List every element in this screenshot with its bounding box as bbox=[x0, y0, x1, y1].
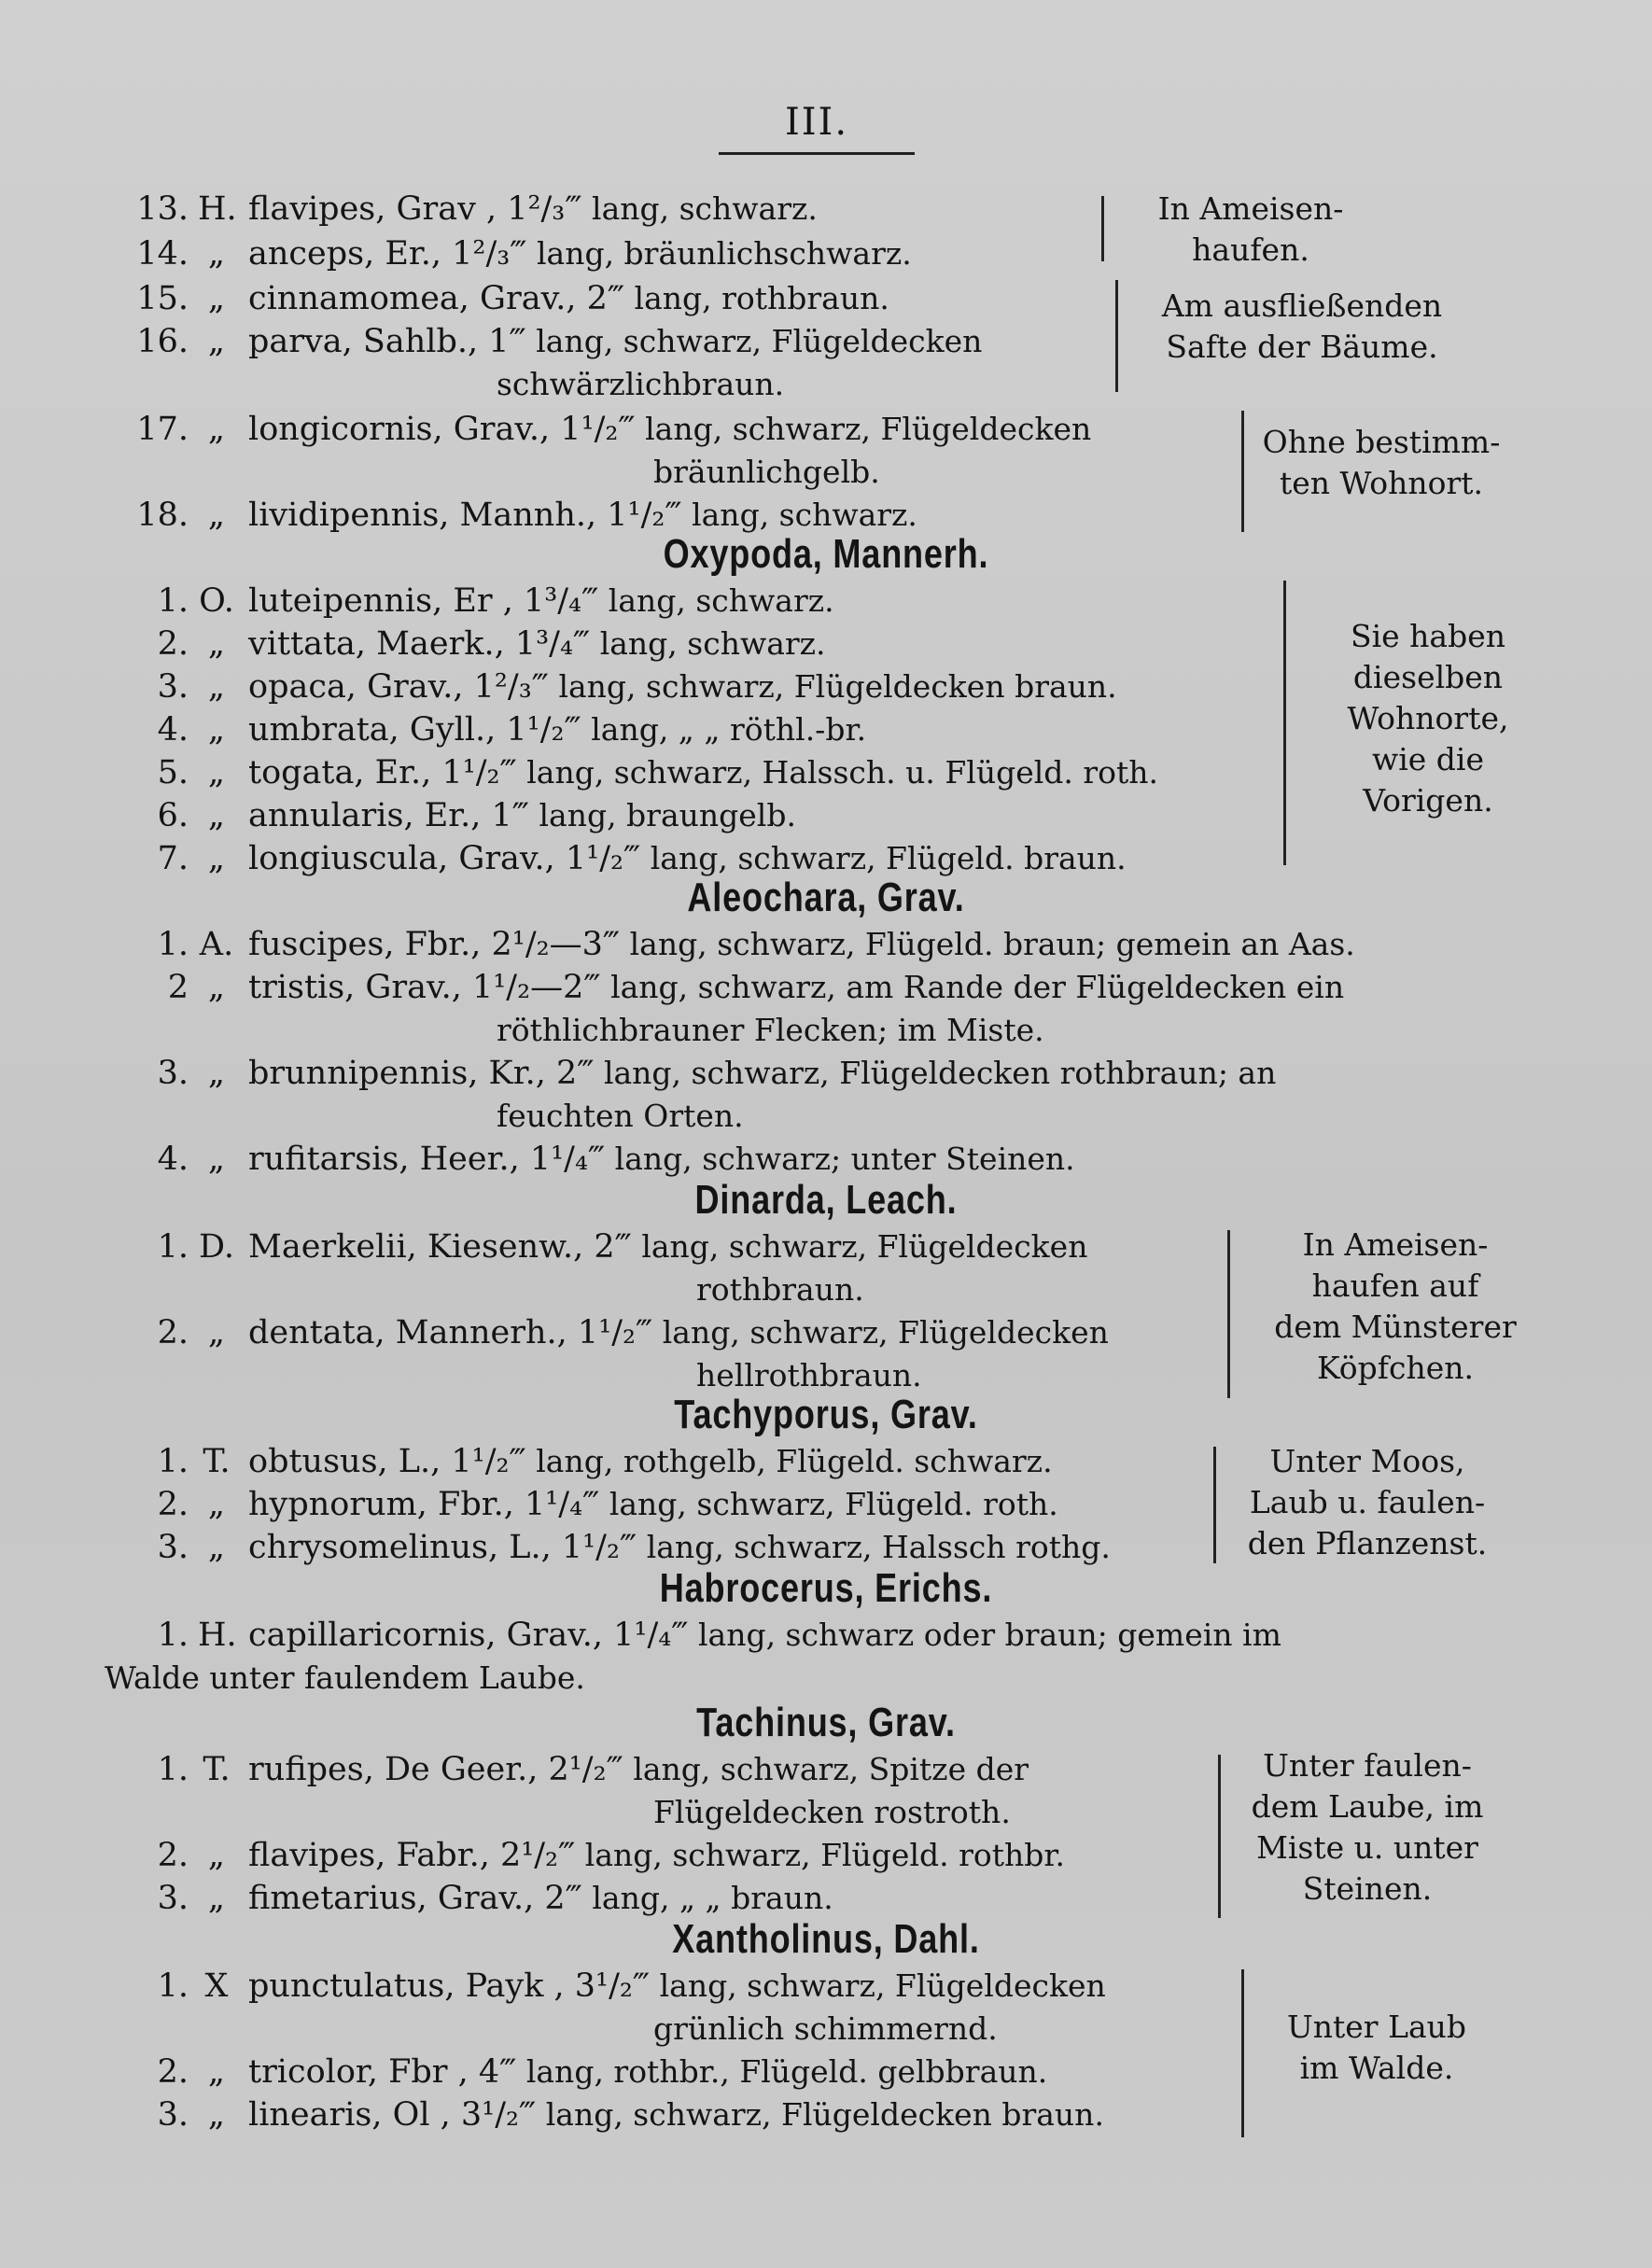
habitat-note: Sie haben dieselben Wohnorte, wie die Vorigen. bbox=[1347, 618, 1509, 819]
species-line: 3. „ fimetarius, Grav., 2‴ lang, „ „ braun. bbox=[157, 1880, 833, 1917]
species-line: 13. H. flavipes, Grav , 1²/₃‴ lang, schwarz. bbox=[136, 190, 818, 228]
brace bbox=[1283, 581, 1286, 865]
genus-heading: Oxypoda, Mannerh. bbox=[663, 531, 989, 577]
continuation-line: feuchten Orten. bbox=[497, 1098, 744, 1134]
species-line: 3. „ opaca, Grav., 1²/₃‴ lang, schwarz, Flügeldecken braun. bbox=[157, 668, 1117, 706]
brace bbox=[1227, 1230, 1230, 1398]
brace bbox=[1115, 280, 1118, 392]
species-line: 3. „ linearis, Ol , 3¹/₂‴ lang, schwarz, Flügeldecken braun. bbox=[157, 2096, 1104, 2134]
brace bbox=[1101, 196, 1104, 261]
species-line: 4. „ umbrata, Gyll., 1¹/₂‴ lang, „ „ röthl.-br. bbox=[157, 711, 867, 749]
continuation-line: Flügeldecken rostroth. bbox=[653, 1794, 1011, 1830]
habitat-note: Unter faulen- dem Laube, im Miste u. unter Steinen. bbox=[1251, 1747, 1484, 1907]
continuation-line: hellrothbraun. bbox=[696, 1357, 922, 1393]
header-rule bbox=[719, 152, 915, 155]
habitat-note: In Ameisen- haufen. bbox=[1157, 190, 1344, 268]
brace bbox=[1213, 1447, 1216, 1563]
species-line: 1. X punctulatus, Payk , 3¹/₂‴ lang, schwarz, Flügeldecken bbox=[157, 1967, 1106, 2005]
habitat-note: Am ausfließenden Safte der Bäume. bbox=[1161, 287, 1443, 365]
species-line: 6. „ annularis, Er., 1‴ lang, braungelb. bbox=[157, 797, 796, 834]
brace bbox=[1218, 1755, 1221, 1918]
genus-heading: Aleochara, Grav. bbox=[687, 875, 965, 920]
species-line: 1. A. fuscipes, Fbr., 2¹/₂—3‴ lang, schwarz, Flügeld. braun; gemein an Aas. bbox=[157, 926, 1355, 963]
species-line: 3. „ chrysomelinus, L., 1¹/₂‴ lang, schwarz, Halssch rothg. bbox=[157, 1529, 1111, 1566]
habitat-note: Unter Moos, Laub u. faulen- den Pflanzenst. bbox=[1247, 1443, 1488, 1561]
continuation-line: Walde unter faulendem Laube. bbox=[105, 1659, 585, 1696]
continuation-line: grünlich schimmernd. bbox=[653, 2010, 998, 2047]
continuation-line: rothbraun. bbox=[696, 1271, 864, 1308]
species-line: 4. „ rufitarsis, Heer., 1¹/₄‴ lang, schwarz; unter Steinen. bbox=[157, 1141, 1075, 1178]
species-line: 2. „ dentata, Mannerh., 1¹/₂‴ lang, schwarz, Flügeldecken bbox=[157, 1314, 1109, 1351]
species-line: 1. T. obtusus, L., 1¹/₂‴ lang, rothgelb, Flügeld. schwarz. bbox=[157, 1443, 1053, 1480]
species-line: 1. D. Maerkelii, Kiesenw., 2‴ lang, schwarz, Flügeldecken bbox=[157, 1228, 1088, 1266]
species-line: 15. „ cinnamomea, Grav., 2‴ lang, rothbraun. bbox=[136, 280, 889, 317]
genus-heading: Habrocerus, Erichs. bbox=[659, 1565, 993, 1611]
continuation-line: röthlichbrauner Flecken; im Miste. bbox=[497, 1012, 1044, 1048]
species-line: 2. „ hypnorum, Fbr., 1¹/₄‴ lang, schwarz, Flügeld. roth. bbox=[157, 1486, 1058, 1523]
habitat-note: Unter Laub im Walde. bbox=[1286, 2009, 1467, 2086]
species-line: 7. „ longiuscula, Grav., 1¹/₂‴ lang, schwarz, Flügeld. braun. bbox=[157, 840, 1127, 877]
genus-heading: Tachinus, Grav. bbox=[696, 1700, 956, 1745]
species-line: 16. „ parva, Sahlb., 1‴ lang, schwarz, Flügeldecken bbox=[136, 323, 983, 360]
species-line: 2. „ tricolor, Fbr , 4‴ lang, rothbr., Flügeld. gelbbraun. bbox=[157, 2053, 1048, 2091]
brace bbox=[1241, 411, 1244, 532]
habitat-note: In Ameisen- haufen auf dem Münsterer Köpfchen. bbox=[1274, 1226, 1517, 1386]
continuation-line: bräunlichgelb. bbox=[653, 454, 880, 490]
continuation-line: schwärzlichbraun. bbox=[497, 366, 785, 402]
genus-heading: Dinarda, Leach. bbox=[694, 1177, 958, 1223]
species-line: 18. „ lividipennis, Mannh., 1¹/₂‴ lang, schwarz. bbox=[136, 497, 917, 534]
brace bbox=[1241, 1969, 1244, 2137]
species-line: 1. O. luteipennis, Er , 1³/₄‴ lang, schwarz. bbox=[157, 582, 834, 620]
species-line: 17. „ longicornis, Grav., 1¹/₂‴ lang, schwarz, Flügeldecken bbox=[136, 411, 1092, 448]
genus-heading: Xantholinus, Dahl. bbox=[672, 1916, 980, 1962]
species-line: 2. „ vittata, Maerk., 1³/₄‴ lang, schwarz. bbox=[157, 625, 826, 663]
genus-heading: Tachyporus, Grav. bbox=[674, 1392, 978, 1437]
species-line: 2 „ tristis, Grav., 1¹/₂—2‴ lang, schwarz, am Rande der Flügeldecken ein bbox=[167, 969, 1345, 1006]
species-line: 2. „ flavipes, Fabr., 2¹/₂‴ lang, schwarz, Flügeld. rothbr. bbox=[157, 1837, 1066, 1874]
habitat-note: Ohne bestimm- ten Wohnort. bbox=[1262, 424, 1501, 501]
species-line: 1. H. capillaricornis, Grav., 1¹/₄‴ lang, schwarz oder braun; gemein im bbox=[157, 1617, 1281, 1654]
species-line: 14. „ anceps, Er., 1²/₃‴ lang, bräunlichschwarz. bbox=[136, 235, 912, 273]
species-line: 1. T. rufipes, De Geer., 2¹/₂‴ lang, schwarz, Spitze der bbox=[157, 1751, 1029, 1788]
species-line: 3. „ brunnipennis, Kr., 2‴ lang, schwarz, Flügeldecken rothbraun; an bbox=[157, 1055, 1277, 1092]
page-number: III. bbox=[784, 101, 849, 144]
species-line: 5. „ togata, Er., 1¹/₂‴ lang, schwarz, Halssch. u. Flügeld. roth. bbox=[157, 754, 1159, 791]
